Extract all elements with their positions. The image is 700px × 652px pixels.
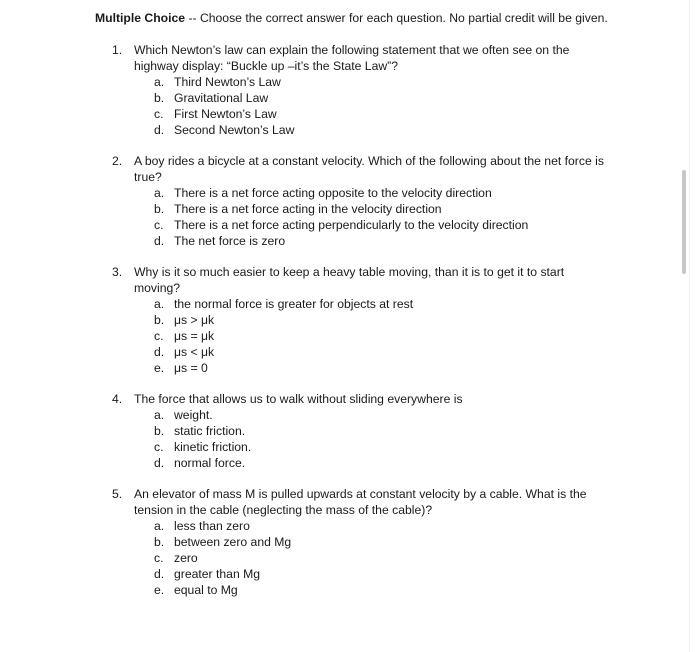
option-text: μs = 0 [174, 361, 208, 375]
question-spacer [0, 138, 690, 153]
answer-option [0, 106, 690, 122]
option-text: the normal force is greater for objects at rest [174, 297, 414, 311]
answer-option [0, 582, 690, 598]
answer-option [0, 360, 690, 376]
option-text: equal to Mg [174, 583, 238, 597]
answer-option [0, 217, 690, 233]
answer-options [0, 296, 690, 376]
question-spacer [0, 376, 690, 391]
answer-option [0, 122, 690, 138]
option-letter: a. [154, 75, 165, 89]
option-text: weight. [174, 408, 213, 422]
option-text: normal force. [174, 456, 246, 470]
question-text: A boy rides a bicycle at a constant velocity. Which of the following about the net force is true? [134, 154, 604, 184]
option-text: greater than Mg [174, 567, 261, 581]
option-text: There is a net force acting perpendicularly to the velocity direction [174, 218, 529, 232]
answer-option [0, 550, 690, 566]
answer-option [0, 233, 690, 249]
page-edge [689, 0, 690, 652]
option-text: zero [174, 551, 198, 565]
question-1 [0, 42, 690, 153]
option-letter: d. [154, 456, 165, 470]
option-text: μs > μk [174, 313, 215, 327]
option-text: less than zero [174, 519, 250, 533]
option-letter: d. [154, 567, 165, 581]
answer-option [0, 518, 690, 534]
option-letter: a. [154, 408, 165, 422]
question-text: The force that allows us to walk without sliding everywhere is [134, 392, 463, 406]
answer-option [0, 201, 690, 217]
answer-option [0, 296, 690, 312]
option-letter: b. [154, 535, 165, 549]
option-letter: c. [154, 329, 164, 343]
question-spacer [0, 249, 690, 264]
answer-option [0, 439, 690, 455]
option-text: First Newton’s Law [174, 107, 277, 121]
option-letter: a. [154, 519, 165, 533]
option-text: μs < μk [174, 345, 215, 359]
question-number: 2. [112, 154, 123, 168]
option-text: Third Newton’s Law [174, 75, 281, 89]
question-3 [0, 264, 690, 391]
option-letter: e. [154, 361, 165, 375]
section-header [95, 10, 608, 26]
option-text: kinetic friction. [174, 440, 252, 454]
scrollbar-thumb[interactable] [682, 170, 686, 274]
question-text: Which Newton’s law can explain the following statement that we often see on the highway display: “Buckle up –it’s the State Law”? [134, 43, 570, 73]
question-number: 3. [112, 265, 123, 279]
question-list [0, 42, 690, 598]
option-text: μs = μk [174, 329, 215, 343]
answer-option [0, 312, 690, 328]
option-letter: c. [154, 218, 164, 232]
option-text: between zero and Mg [174, 535, 292, 549]
answer-option [0, 534, 690, 550]
option-text: Gravitational Law [174, 91, 269, 105]
question-number: 1. [112, 43, 123, 57]
answer-option [0, 90, 690, 106]
option-text: There is a net force acting in the velocity direction [174, 202, 442, 216]
question-text: An elevator of mass M is pulled upwards at constant velocity by a cable. What is the tension in the cable (neglecting the mass of the cable)? [134, 487, 587, 517]
answer-option [0, 566, 690, 582]
option-letter: d. [154, 123, 165, 137]
option-letter: c. [154, 551, 164, 565]
option-letter: b. [154, 424, 165, 438]
answer-option [0, 328, 690, 344]
answer-options [0, 74, 690, 138]
section-title: Multiple Choice [95, 11, 186, 25]
option-letter: b. [154, 313, 165, 327]
option-letter: c. [154, 440, 164, 454]
question-5 [0, 486, 690, 598]
option-text: Second Newton’s Law [174, 123, 295, 137]
option-letter: d. [154, 345, 165, 359]
answer-option [0, 344, 690, 360]
question-spacer [0, 471, 690, 486]
option-letter: a. [154, 186, 165, 200]
option-text: There is a net force acting opposite to the velocity direction [174, 186, 492, 200]
answer-option [0, 423, 690, 439]
question-text: Why is it so much easier to keep a heavy table moving, than it is to get it to start moving? [134, 265, 565, 295]
answer-options [0, 407, 690, 471]
question-number: 4. [112, 392, 123, 406]
answer-option [0, 185, 690, 201]
question-number: 5. [112, 487, 123, 501]
option-letter: d. [154, 234, 165, 248]
option-letter: b. [154, 202, 165, 216]
question-4 [0, 391, 690, 486]
answer-option [0, 74, 690, 90]
section-instructions: -- Choose the correct answer for each question. No partial credit will be given. [185, 11, 608, 25]
answer-option [0, 407, 690, 423]
answer-option [0, 455, 690, 471]
option-text: The net force is zero [174, 234, 286, 248]
question-2 [0, 153, 690, 264]
option-text: static friction. [174, 424, 246, 438]
answer-options [0, 518, 690, 598]
option-letter: c. [154, 107, 164, 121]
option-letter: a. [154, 297, 165, 311]
answer-options [0, 185, 690, 249]
option-letter: b. [154, 91, 165, 105]
option-letter: e. [154, 583, 165, 597]
